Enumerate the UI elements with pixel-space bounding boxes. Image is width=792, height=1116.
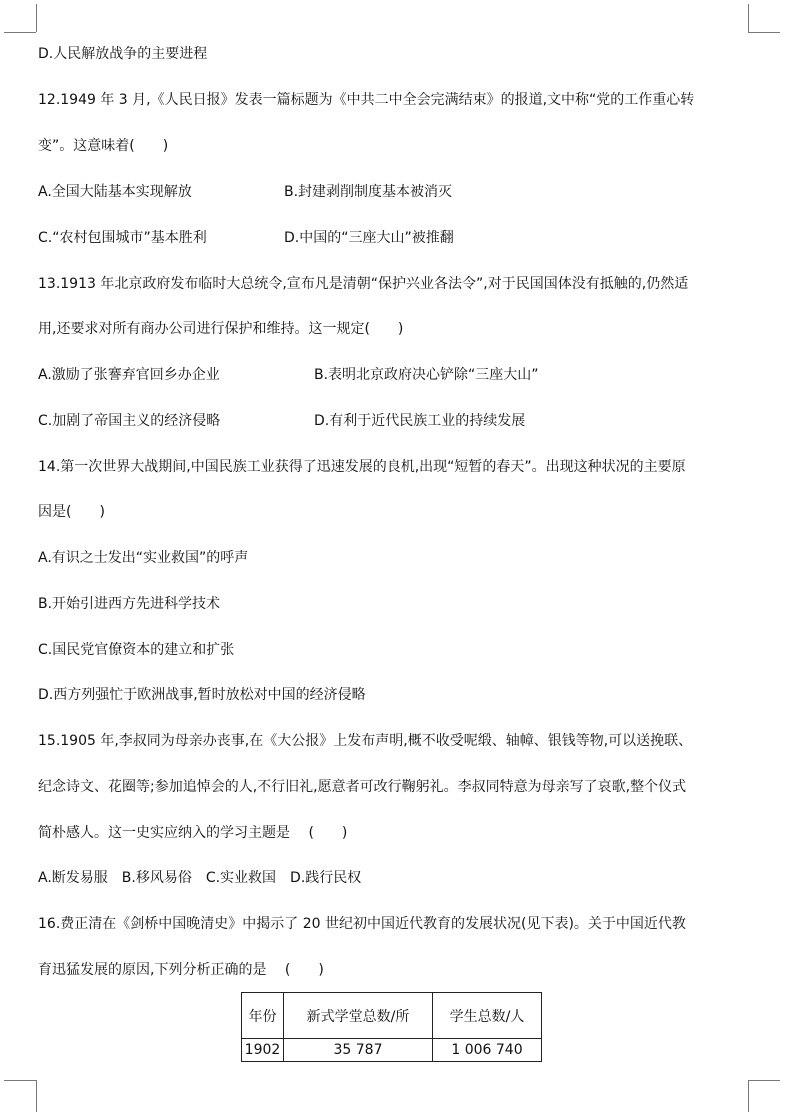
q16-stem-line2: 育迅猛发展的原因,下列分析正确的是 ( ) xyxy=(38,962,324,978)
corner-mark-bottom-left-h xyxy=(4,1080,36,1081)
q13-option-a: A.激励了张謇弃官回乡办企业 xyxy=(38,367,220,383)
q12-option-c: C.“农村包围城市”基本胜利 xyxy=(38,230,207,246)
table-cell-students: 1 006 740 xyxy=(433,1039,542,1062)
q13-stem-line1: 13.1913 年北京政府发布临时大总统令,宣布凡是清朝“保护兴业各法令”,对于民国国体没有抵触的,仍然适 xyxy=(38,276,689,292)
q12-option-a: A.全国大陆基本实现解放 xyxy=(38,184,192,200)
table-header-schools: 新式学堂总数/所 xyxy=(284,993,433,1039)
q14-option-c: C.国民党官僚资本的建立和扩张 xyxy=(38,642,235,658)
q13-option-c: C.加剧了帝国主义的经济侵略 xyxy=(38,413,221,429)
q11-option-d: D.人民解放战争的主要进程 xyxy=(38,46,208,62)
corner-mark-top-right-h xyxy=(748,32,780,33)
table-header-students: 学生总数/人 xyxy=(433,993,542,1039)
corner-mark-top-left xyxy=(36,4,37,32)
corner-mark-bottom-right-h xyxy=(748,1080,780,1081)
q16-stem-line1: 16.费正清在《剑桥中国晚清史》中揭示了 20 世纪初中国近代教育的发展状况(见下表)。关于中国近代教 xyxy=(38,916,686,932)
corner-mark-bottom-left xyxy=(36,1080,37,1112)
table-header-year: 年份 xyxy=(242,993,284,1039)
table-cell-schools: 35 787 xyxy=(284,1039,433,1062)
q13-option-b: B.表明北京政府决心铲除“三座大山” xyxy=(314,367,539,383)
corner-mark-top-right xyxy=(748,4,749,32)
table-header-row xyxy=(242,993,542,1039)
q14-stem-line1: 14.第一次世界大战期间,中国民族工业获得了迅速发展的良机,出现“短暂的春天”。出现这种状况的主要原 xyxy=(38,459,686,475)
q15-stem-line3: 简朴感人。这一史实应纳入的学习主题是 ( ) xyxy=(38,825,348,841)
q12-stem-line1: 12.1949 年 3 月,《人民日报》发表一篇标题为《中共二中全会完满结束》的报道,文中称“党的工作重心转 xyxy=(38,92,695,108)
q14-stem-line2: 因是( ) xyxy=(38,504,105,520)
q12-option-b: B.封建剥削制度基本被消灭 xyxy=(284,184,453,200)
q14-option-a: A.有识之士发出“实业救国”的呼声 xyxy=(38,550,249,566)
q12-option-d: D.中国的“三座大山”被推翻 xyxy=(284,230,454,246)
q12-stem-line2: 变”。这意味着( ) xyxy=(38,138,169,154)
q15-stem-line2: 纪念诗文、花圈等;参加追悼会的人,不行旧礼,愿意者可改行鞠躬礼。李叔同特意为母亲写了哀歌,整个仪式 xyxy=(38,779,687,795)
table-cell-year: 1902 xyxy=(242,1039,284,1062)
q15-options: A.断发易服 B.移风易俗 C.实业救国 D.践行民权 xyxy=(38,870,362,886)
table-row xyxy=(242,1039,542,1062)
education-statistics-table xyxy=(241,992,542,1062)
corner-mark-bottom-right xyxy=(748,1080,749,1112)
q15-stem-line1: 15.1905 年,李叔同为母亲办丧事,在《大公报》上发布声明,概不收受呢缎、轴幛、银钱等物,可以送挽联、 xyxy=(38,733,693,749)
corner-mark-top-left-h xyxy=(4,32,36,33)
q13-stem-line2: 用,还要求对所有商办公司进行保护和维持。这一规定( ) xyxy=(38,321,404,337)
q14-option-b: B.开始引进西方先进科学技术 xyxy=(38,596,221,612)
q14-option-d: D.西方列强忙于欧洲战事,暂时放松对中国的经济侵略 xyxy=(38,687,366,703)
q13-option-d: D.有利于近代民族工业的持续发展 xyxy=(314,413,526,429)
